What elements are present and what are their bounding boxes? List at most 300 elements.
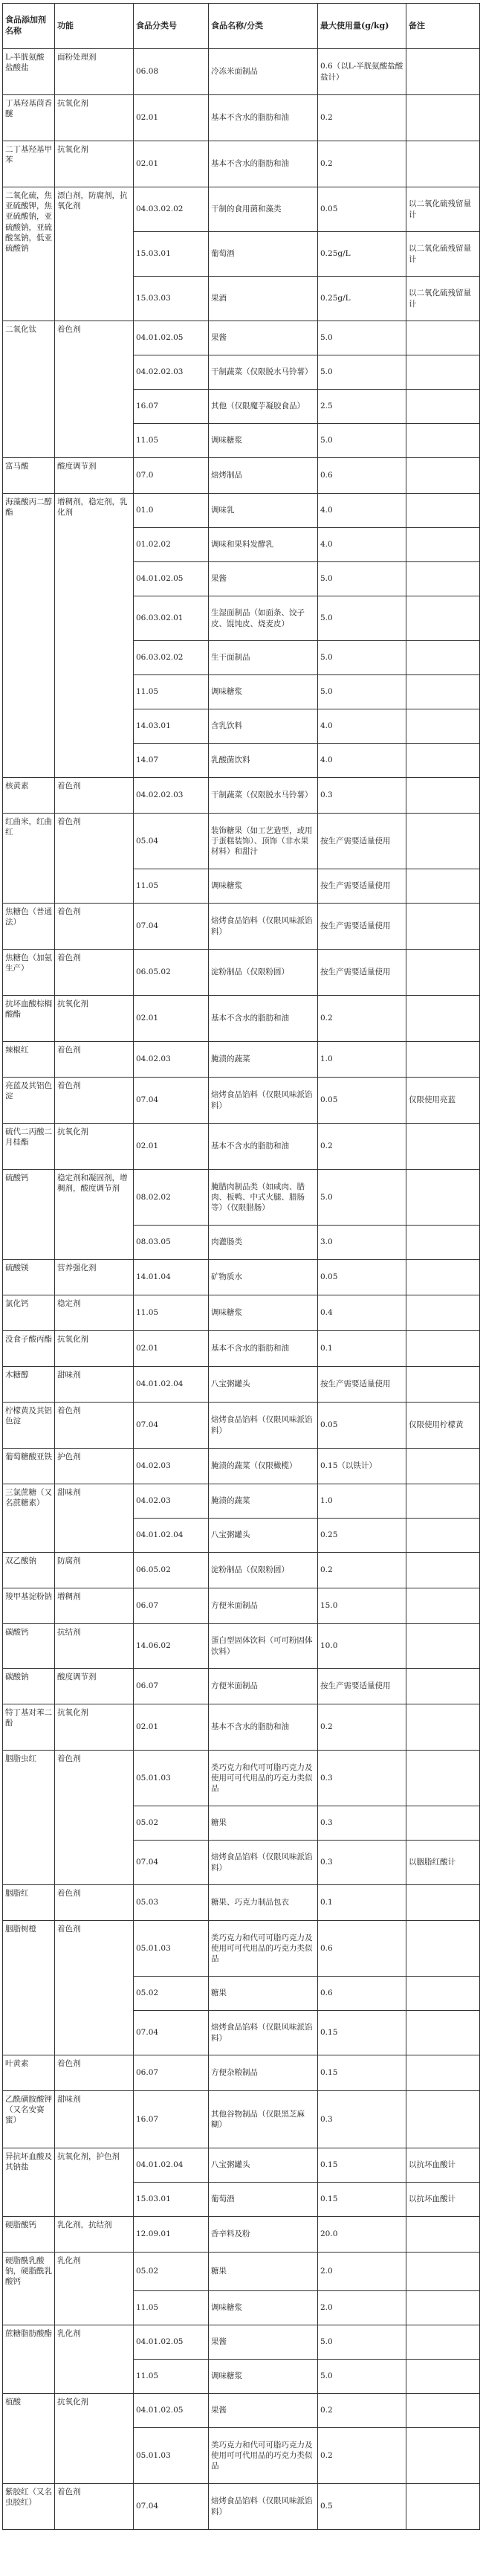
food-name: 干制蔬菜（仅限脱水马铃薯） — [209, 778, 318, 814]
category-code: 11.05 — [134, 869, 209, 904]
food-name: 方便杂粮制品 — [209, 2055, 318, 2091]
remarks — [406, 2325, 480, 2360]
food-name: 调味和果料发酵乳 — [209, 528, 318, 562]
max-usage: 按生产需要适量使用 — [318, 869, 406, 904]
additive-name: 紫胶红（又名虫胶红） — [3, 2484, 55, 2530]
table-row — [3, 1588, 480, 1624]
category-code: 04.01.02.05 — [134, 2394, 209, 2428]
additive-name: 葡萄糖酸亚铁 — [3, 1449, 55, 1484]
category-code: 05.04 — [134, 814, 209, 869]
remarks — [406, 1295, 480, 1331]
food-name: 调味糖浆 — [209, 2291, 318, 2325]
additive-function: 抗氧化剂 — [55, 95, 134, 141]
table-row — [3, 321, 480, 355]
table-row — [3, 1553, 480, 1588]
additive-function: 防腐剂 — [55, 1553, 134, 1588]
remarks — [406, 1260, 480, 1295]
table-row — [3, 1078, 480, 1124]
food-name: 基本不含水的脂肪和油 — [209, 1704, 318, 1751]
remarks — [406, 1519, 480, 1553]
additive-name: 双乙酸钠 — [3, 1553, 55, 1588]
remarks — [406, 1885, 480, 1921]
table-row — [3, 1885, 480, 1921]
food-name: 蛋白型固体饮料（可可粉固体饮料） — [209, 1624, 318, 1669]
header-additive-name: 食品添加剂名称 — [3, 4, 55, 49]
food-name: 果酱 — [209, 321, 318, 355]
max-usage: 0.05 — [318, 187, 406, 232]
remarks — [406, 1331, 480, 1367]
category-code: 02.01 — [134, 1704, 209, 1751]
food-name: 类巧克力和代可可脂巧克力及使用可可代用品的巧克力类似品 — [209, 1921, 318, 1977]
additive-function: 着色剂 — [55, 1403, 134, 1449]
remarks — [406, 2428, 480, 2484]
table-row — [3, 141, 480, 187]
additive-function: 着色剂 — [55, 1751, 134, 1885]
max-usage: 0.2 — [318, 95, 406, 141]
max-usage: 0.2 — [318, 1124, 406, 1170]
max-usage: 0.05 — [318, 1078, 406, 1124]
category-code: 11.05 — [134, 2360, 209, 2394]
additive-name: 碳酸钙 — [3, 1624, 55, 1669]
remarks: 以二氧化硫残留量计 — [406, 277, 480, 321]
additive-function: 面粉处理剂 — [55, 49, 134, 95]
max-usage: 0.2 — [318, 2428, 406, 2484]
table-row — [3, 2253, 480, 2291]
max-usage: 0.6 — [318, 458, 406, 494]
remarks — [406, 1484, 480, 1519]
additive-function: 着色剂 — [55, 2055, 134, 2091]
category-code: 15.03.01 — [134, 2183, 209, 2217]
category-code: 04.01.02.04 — [134, 2148, 209, 2183]
category-code: 16.07 — [134, 2091, 209, 2148]
table-row — [3, 187, 480, 232]
food-name: 果酒 — [209, 277, 318, 321]
category-code: 08.02.02 — [134, 1170, 209, 1226]
max-usage: 按生产需要适量使用 — [318, 1367, 406, 1403]
table-row — [3, 2091, 480, 2148]
remarks — [406, 49, 480, 95]
table-row — [3, 2484, 480, 2530]
max-usage: 按生产需要适量使用 — [318, 904, 406, 950]
max-usage: 按生产需要适量使用 — [318, 1669, 406, 1704]
max-usage: 2.0 — [318, 2291, 406, 2325]
additive-function: 护色剂 — [55, 1449, 134, 1484]
remarks — [406, 2011, 480, 2055]
remarks: 以二氧化硫残留量计 — [406, 232, 480, 277]
additive-function: 抗氧化剂 — [55, 996, 134, 1042]
category-code: 11.05 — [134, 675, 209, 709]
remarks — [406, 1669, 480, 1704]
table-row — [3, 1624, 480, 1669]
max-usage: 0.1 — [318, 1885, 406, 1921]
category-code: 05.01.03 — [134, 2428, 209, 2484]
remarks — [406, 596, 480, 641]
max-usage: 0.6 — [318, 1921, 406, 1977]
table-row — [3, 2217, 480, 2253]
category-code: 02.01 — [134, 95, 209, 141]
max-usage: 0.2 — [318, 141, 406, 187]
max-usage: 0.2 — [318, 996, 406, 1042]
max-usage: 0.6（以L-半胱氨酸盐酸盐计） — [318, 49, 406, 95]
remarks — [406, 458, 480, 494]
remarks: 以二氧化硫残留量计 — [406, 187, 480, 232]
food-name: 基本不含水的脂肪和油 — [209, 95, 318, 141]
max-usage: 0.15 — [318, 2055, 406, 2091]
remarks — [406, 814, 480, 869]
additive-name: 木糖醇 — [3, 1367, 55, 1403]
additive-function: 甜味剂 — [55, 1367, 134, 1403]
additive-name: 红曲米，红曲红 — [3, 814, 55, 904]
food-name: 调味糖浆 — [209, 869, 318, 904]
max-usage: 0.2 — [318, 2394, 406, 2428]
category-code: 06.08 — [134, 49, 209, 95]
remarks — [406, 528, 480, 562]
table-row — [3, 49, 480, 95]
max-usage: 4.0 — [318, 709, 406, 744]
category-code: 11.05 — [134, 1295, 209, 1331]
food-name: 基本不含水的脂肪和油 — [209, 996, 318, 1042]
max-usage: 0.5 — [318, 2484, 406, 2530]
table-row — [3, 1367, 480, 1403]
category-code: 07.04 — [134, 2011, 209, 2055]
additive-name: 硫酸钙 — [3, 1170, 55, 1260]
category-code: 06.07 — [134, 1669, 209, 1704]
food-name: 八宝粥罐头 — [209, 1367, 318, 1403]
food-name: 淀粉制品（仅限粉圆） — [209, 950, 318, 996]
table-row — [3, 1704, 480, 1751]
food-name: 焙烤食品馅料（仅限风味派馅料） — [209, 2484, 318, 2530]
additive-name: 植酸 — [3, 2394, 55, 2484]
food-name: 方便米面制品 — [209, 1588, 318, 1624]
max-usage: 20.0 — [318, 2217, 406, 2253]
max-usage: 0.2 — [318, 1704, 406, 1751]
category-code: 04.02.03 — [134, 1449, 209, 1484]
food-name: 果酱 — [209, 2325, 318, 2360]
food-name: 调味糖浆 — [209, 424, 318, 458]
additive-name: 胭脂树橙 — [3, 1921, 55, 2055]
additive-name: 焦糖色（加氨生产） — [3, 950, 55, 996]
category-code: 04.01.02.04 — [134, 1519, 209, 1553]
category-code: 14.03.01 — [134, 709, 209, 744]
remarks — [406, 709, 480, 744]
table-row — [3, 950, 480, 996]
food-name: 调味糖浆 — [209, 1295, 318, 1331]
category-code: 07.0 — [134, 458, 209, 494]
table-row — [3, 1260, 480, 1295]
category-code: 04.02.02.03 — [134, 778, 209, 814]
additive-function: 抗氧化剂 — [55, 1331, 134, 1367]
category-code: 07.04 — [134, 2484, 209, 2530]
remarks — [406, 2055, 480, 2091]
additive-function: 着色剂 — [55, 321, 134, 458]
header-category-code: 食品分类号 — [134, 4, 209, 49]
table-row — [3, 996, 480, 1042]
category-code: 07.04 — [134, 1403, 209, 1449]
additive-function: 着色剂 — [55, 2484, 134, 2530]
additive-function: 增稠剂，稳定剂，乳化剂 — [55, 494, 134, 778]
max-usage: 0.25g/L — [318, 277, 406, 321]
remarks — [406, 904, 480, 950]
category-code: 05.01.03 — [134, 1921, 209, 1977]
category-code: 06.07 — [134, 2055, 209, 2091]
additive-name: 特丁基对苯二酚 — [3, 1704, 55, 1751]
max-usage: 0.3 — [318, 778, 406, 814]
additive-function: 稳定剂 — [55, 1295, 134, 1331]
remarks — [406, 1124, 480, 1170]
max-usage: 0.3 — [318, 1841, 406, 1885]
max-usage: 0.05 — [318, 1260, 406, 1295]
max-usage: 5.0 — [318, 1170, 406, 1226]
food-name: 焙烤食品馅料（仅限风味派馅料） — [209, 1841, 318, 1885]
table-row — [3, 2148, 480, 2183]
remarks: 以抗坏血酸计 — [406, 2183, 480, 2217]
additive-function: 酸度调节剂 — [55, 1669, 134, 1704]
additive-function: 稳定剂和凝固剂，增稠剂，酸度调节剂 — [55, 1170, 134, 1260]
max-usage: 4.0 — [318, 494, 406, 528]
additive-name: 辣椒红 — [3, 1042, 55, 1078]
additive-name: 富马酸 — [3, 458, 55, 494]
header-row — [3, 4, 480, 49]
food-name: 乳酸菌饮料 — [209, 744, 318, 778]
remarks — [406, 1977, 480, 2011]
food-name: 糖果 — [209, 1806, 318, 1841]
table-row — [3, 1170, 480, 1226]
max-usage: 0.3 — [318, 1751, 406, 1806]
additive-name: 海藻酸丙二醇酯 — [3, 494, 55, 778]
category-code: 02.01 — [134, 141, 209, 187]
category-code: 06.07 — [134, 1588, 209, 1624]
remarks — [406, 95, 480, 141]
additive-function: 乳化剂 — [55, 2325, 134, 2394]
remarks: 仅限使用亮蓝 — [406, 1078, 480, 1124]
table-row — [3, 904, 480, 950]
food-name: 果酱 — [209, 562, 318, 596]
remarks — [406, 1624, 480, 1669]
max-usage: 5.0 — [318, 424, 406, 458]
food-name: 焙烤食品馅料（仅限风味派馅料） — [209, 2011, 318, 2055]
remarks — [406, 562, 480, 596]
category-code: 04.02.03 — [134, 1484, 209, 1519]
category-code: 07.04 — [134, 904, 209, 950]
table-row — [3, 1669, 480, 1704]
remarks: 以胭脂红酸计 — [406, 1841, 480, 1885]
food-name: 基本不含水的脂肪和油 — [209, 1331, 318, 1367]
additive-name: 二氧化硫，焦亚硫酸钾，焦亚硫酸钠，亚硫酸钠，亚硫酸氢钠，低亚硫酸钠 — [3, 187, 55, 321]
remarks — [406, 869, 480, 904]
category-code: 06.05.02 — [134, 950, 209, 996]
remarks — [406, 1588, 480, 1624]
additive-function: 抗氧化剂 — [55, 1124, 134, 1170]
category-code: 01.0 — [134, 494, 209, 528]
remarks — [406, 1806, 480, 1841]
table-row — [3, 494, 480, 528]
category-code: 01.02.02 — [134, 528, 209, 562]
category-code: 05.02 — [134, 2253, 209, 2291]
food-name: 糖果 — [209, 1977, 318, 2011]
additive-name: 胭脂虫红 — [3, 1751, 55, 1885]
additive-function: 乳化剂，抗结剂 — [55, 2217, 134, 2253]
remarks — [406, 2484, 480, 2530]
food-name: 焙烤食品馅料（仅限风味派馅料） — [209, 904, 318, 950]
remarks: 以抗坏血酸计 — [406, 2148, 480, 2183]
remarks — [406, 494, 480, 528]
remarks — [406, 1751, 480, 1806]
food-name: 香辛料及粉 — [209, 2217, 318, 2253]
additive-function: 增稠剂 — [55, 1588, 134, 1624]
food-name: 焙烤制品 — [209, 458, 318, 494]
max-usage: 0.2 — [318, 1553, 406, 1588]
category-code: 07.04 — [134, 1841, 209, 1885]
additive-function: 着色剂 — [55, 814, 134, 904]
additive-function: 抗氧化剂 — [55, 141, 134, 187]
max-usage: 5.0 — [318, 355, 406, 390]
max-usage: 0.15 — [318, 2183, 406, 2217]
food-name: 装饰糖果（如工艺造型，或用于蛋糕装饰）、顶饰（非水果材料）和甜汁 — [209, 814, 318, 869]
category-code: 11.05 — [134, 2291, 209, 2325]
table-body — [3, 49, 480, 2530]
additive-name: 核黄素 — [3, 778, 55, 814]
remarks — [406, 1449, 480, 1484]
food-name: 葡萄酒 — [209, 232, 318, 277]
max-usage: 0.1 — [318, 1331, 406, 1367]
max-usage: 按生产需要适量使用 — [318, 950, 406, 996]
category-code: 04.02.03 — [134, 1042, 209, 1078]
max-usage: 0.6 — [318, 1977, 406, 2011]
remarks — [406, 141, 480, 187]
category-code: 07.04 — [134, 1078, 209, 1124]
food-name: 干制蔬菜（仅限脱水马铃薯） — [209, 355, 318, 390]
food-name: 腌渍的蔬菜（仅限橄榄） — [209, 1449, 318, 1484]
category-code: 05.03 — [134, 1885, 209, 1921]
additive-name: 氯化钙 — [3, 1295, 55, 1331]
max-usage: 0.15 — [318, 2148, 406, 2183]
additive-name: 丁基羟基茴香醚 — [3, 95, 55, 141]
max-usage: 5.0 — [318, 2360, 406, 2394]
header-function: 功能 — [55, 4, 134, 49]
food-name: 腌腊肉制品类（如咸肉、腊肉、板鸭、中式火腿、腊肠等）（仅限腊肠） — [209, 1170, 318, 1226]
table-row — [3, 2325, 480, 2360]
max-usage: 1.0 — [318, 1484, 406, 1519]
additive-name: 蔗糖脂肪酸酯 — [3, 2325, 55, 2394]
additive-name: 三氯蔗糖（又名蔗糖素） — [3, 1484, 55, 1553]
category-code: 04.01.02.05 — [134, 2325, 209, 2360]
max-usage: 0.25g/L — [318, 232, 406, 277]
food-name: 类巧克力和代可可脂巧克力及使用可可代用品的巧克力类似品 — [209, 2428, 318, 2484]
table-row — [3, 2394, 480, 2428]
food-name: 肉灌肠类 — [209, 1226, 318, 1260]
additive-function: 着色剂 — [55, 778, 134, 814]
category-code: 15.03.01 — [134, 232, 209, 277]
food-name: 调味糖浆 — [209, 675, 318, 709]
category-code: 15.03.03 — [134, 277, 209, 321]
category-code: 08.03.05 — [134, 1226, 209, 1260]
food-name: 腌渍的蔬菜 — [209, 1484, 318, 1519]
remarks — [406, 1704, 480, 1751]
additive-name: 乙酰磺胺酸钾（又名安赛蜜） — [3, 2091, 55, 2148]
additive-function: 抗氧化剂 — [55, 1704, 134, 1751]
food-name: 焙烤食品馅料（仅限风味派馅料） — [209, 1078, 318, 1124]
category-code: 14.06.02 — [134, 1624, 209, 1669]
category-code: 04.01.02.04 — [134, 1367, 209, 1403]
max-usage: 5.0 — [318, 641, 406, 675]
additive-name: 没食子酸丙酯 — [3, 1331, 55, 1367]
remarks: 仅限使用柠檬黄 — [406, 1403, 480, 1449]
max-usage: 15.0 — [318, 1588, 406, 1624]
table-row — [3, 1124, 480, 1170]
max-usage: 4.0 — [318, 744, 406, 778]
additive-name: L-半胱氨酸盐酸盐 — [3, 49, 55, 95]
category-code: 04.01.02.05 — [134, 321, 209, 355]
category-code: 14.01.04 — [134, 1260, 209, 1295]
additive-name: 焦糖色（普通法） — [3, 904, 55, 950]
additive-name: 硫酸镁 — [3, 1260, 55, 1295]
additive-function: 着色剂 — [55, 1921, 134, 2055]
remarks — [406, 321, 480, 355]
food-name: 焙烤食品馅料（仅限风味派馅料） — [209, 1403, 318, 1449]
remarks — [406, 641, 480, 675]
additive-function: 着色剂 — [55, 950, 134, 996]
food-name: 干制的食用菌和藻类 — [209, 187, 318, 232]
additive-function: 甜味剂 — [55, 2091, 134, 2148]
category-code: 14.07 — [134, 744, 209, 778]
remarks — [406, 1042, 480, 1078]
additive-function: 着色剂 — [55, 904, 134, 950]
additive-name: 硫代二丙酸二月桂酯 — [3, 1124, 55, 1170]
remarks — [406, 2217, 480, 2253]
remarks — [406, 2291, 480, 2325]
category-code: 12.09.01 — [134, 2217, 209, 2253]
additive-function: 着色剂 — [55, 1042, 134, 1078]
additive-name: 二丁基羟基甲苯 — [3, 141, 55, 187]
additive-function: 抗结剂 — [55, 1624, 134, 1669]
max-usage: 0.4 — [318, 1295, 406, 1331]
category-code: 06.05.02 — [134, 1553, 209, 1588]
additive-function: 甜味剂 — [55, 1484, 134, 1553]
max-usage: 5.0 — [318, 596, 406, 641]
category-code: 02.01 — [134, 996, 209, 1042]
food-name: 生湿面制品（如面条、饺子皮、馄饨皮、烧麦皮） — [209, 596, 318, 641]
max-usage: 0.25 — [318, 1519, 406, 1553]
table-row — [3, 1751, 480, 1806]
category-code: 11.05 — [134, 424, 209, 458]
table-row — [3, 2055, 480, 2091]
food-name: 基本不含水的脂肪和油 — [209, 1124, 318, 1170]
table-row — [3, 458, 480, 494]
food-name: 腌渍的蔬菜 — [209, 1042, 318, 1078]
max-usage: 5.0 — [318, 675, 406, 709]
max-usage: 2.5 — [318, 390, 406, 424]
food-name: 调味乳 — [209, 494, 318, 528]
category-code: 16.07 — [134, 390, 209, 424]
additive-function: 漂白剂，防腐剂，抗氧化剂 — [55, 187, 134, 321]
remarks — [406, 355, 480, 390]
max-usage: 10.0 — [318, 1624, 406, 1669]
category-code: 02.01 — [134, 1124, 209, 1170]
category-code: 04.01.02.05 — [134, 562, 209, 596]
remarks — [406, 744, 480, 778]
table-row — [3, 814, 480, 869]
food-name: 生干面制品 — [209, 641, 318, 675]
additive-name: 亮蓝及其铝色淀 — [3, 1078, 55, 1124]
food-name: 八宝粥罐头 — [209, 1519, 318, 1553]
header-remarks: 备注 — [406, 4, 480, 49]
additive-function: 抗氧化剂，护色剂 — [55, 2148, 134, 2217]
additive-function: 营养强化剂 — [55, 1260, 134, 1295]
max-usage: 5.0 — [318, 562, 406, 596]
food-name: 基本不含水的脂肪和油 — [209, 141, 318, 187]
max-usage: 2.0 — [318, 2253, 406, 2291]
table-row — [3, 778, 480, 814]
